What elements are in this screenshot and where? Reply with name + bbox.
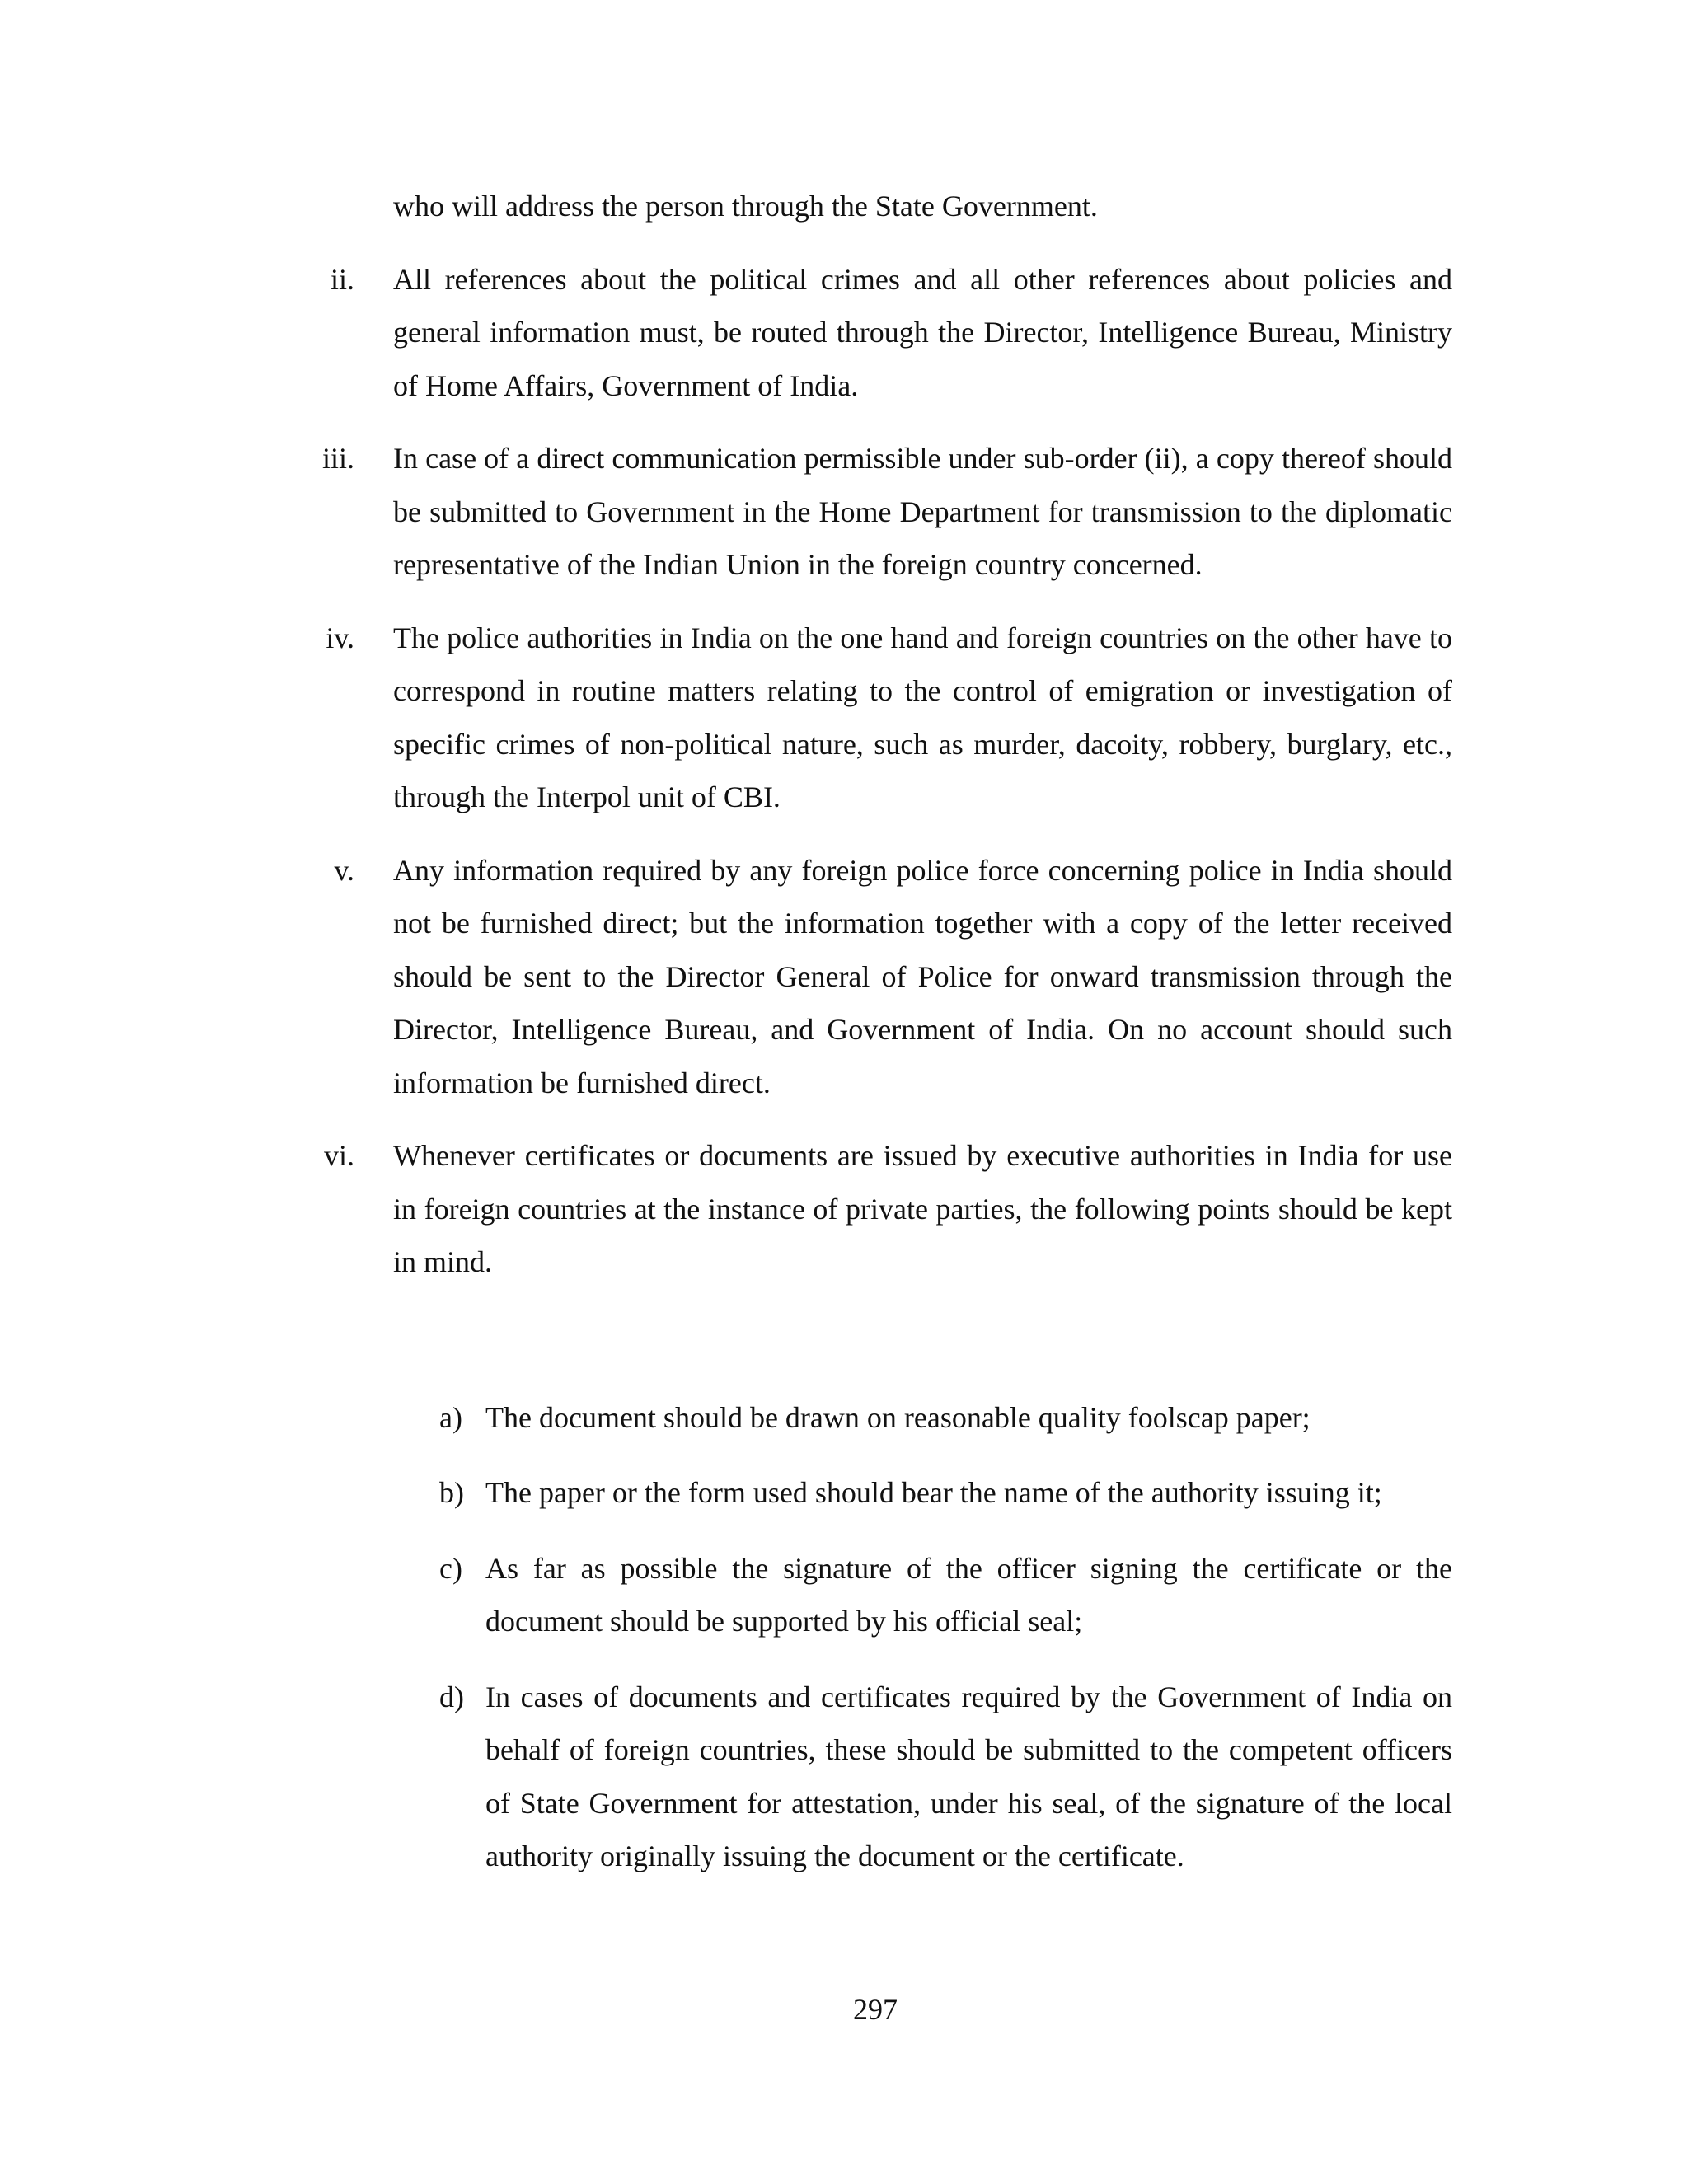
continuation-paragraph: who will address the person through the State Government. (393, 190, 1098, 223)
sub-item-d (313, 1671, 1452, 1883)
sub-item-b (313, 1466, 1452, 1520)
sub-item-letter: c) (439, 1551, 462, 1585)
list-item-iv (313, 612, 1452, 824)
item-text: Whenever certificates or documents are issued by executive authorities in India for use in foreign countries at the instance of private parties, the following points should be kept in mind. (393, 1139, 1452, 1278)
sub-item-c (313, 1542, 1452, 1648)
sub-item-text: The document should be drawn on reasonable quality foolscap paper; (485, 1400, 1311, 1434)
list-item-iii (313, 432, 1452, 592)
list-item-v (313, 844, 1452, 1110)
item-number: iv. (326, 621, 354, 654)
item-text: In case of a direct communication permissible under sub-order (ii), a copy thereof should be submitted to Government in the Home Department for transmission to the diplomatic representative of the Indian Union in the foreign country concerned. (393, 442, 1452, 581)
sub-item-text: As far as possible the signature of the officer signing the certificate or the document should be supported by his official seal; (485, 1551, 1452, 1638)
item-text: The police authorities in India on the one hand and foreign countries on the other have to correspond in routine matters relating to the control of emigration or investigation of specific crimes of non-political nature, such as murder, dacoity, robbery, burglary, etc., through the Interpol unit of CBI. (393, 621, 1452, 813)
list-item-ii (313, 253, 1452, 413)
list-item-vi (313, 1129, 1452, 1289)
item-number: v. (334, 853, 354, 887)
sub-list (313, 1391, 1452, 1883)
sub-item-a (313, 1391, 1452, 1445)
item-number: ii. (330, 262, 354, 296)
item-number: vi. (323, 1139, 354, 1172)
sub-item-letter: b) (439, 1476, 464, 1509)
item-text: All references about the political crimes and all other references about policies and general information must, be routed through the Director, Intelligence Bureau, Ministry of Home Affairs, Government of India. (393, 262, 1452, 402)
sub-item-text: In cases of documents and certificates required by the Government of India on behalf of foreign countries, these should be submitted to the competent officers of State Government for attestation, under his seal, of the signature of the local authority originally issuing the document or the certificate. (485, 1680, 1452, 1872)
item-text: Any information required by any foreign police force concerning police in India should not be furnished direct; but the information together with a copy of the letter received should be sent to the Director General of Police for onward transmission through the Director, Intelligence Bureau, and Government of India. On no account should such information be furnished direct. (393, 853, 1452, 1099)
sub-item-text: The paper or the form used should bear the name of the authority issuing it; (485, 1476, 1382, 1509)
page-number: 297 (853, 1993, 898, 2026)
sub-item-letter: d) (439, 1680, 464, 1713)
sub-item-letter: a) (439, 1400, 462, 1434)
page-body (313, 180, 1452, 1905)
item-number: iii. (321, 442, 354, 475)
